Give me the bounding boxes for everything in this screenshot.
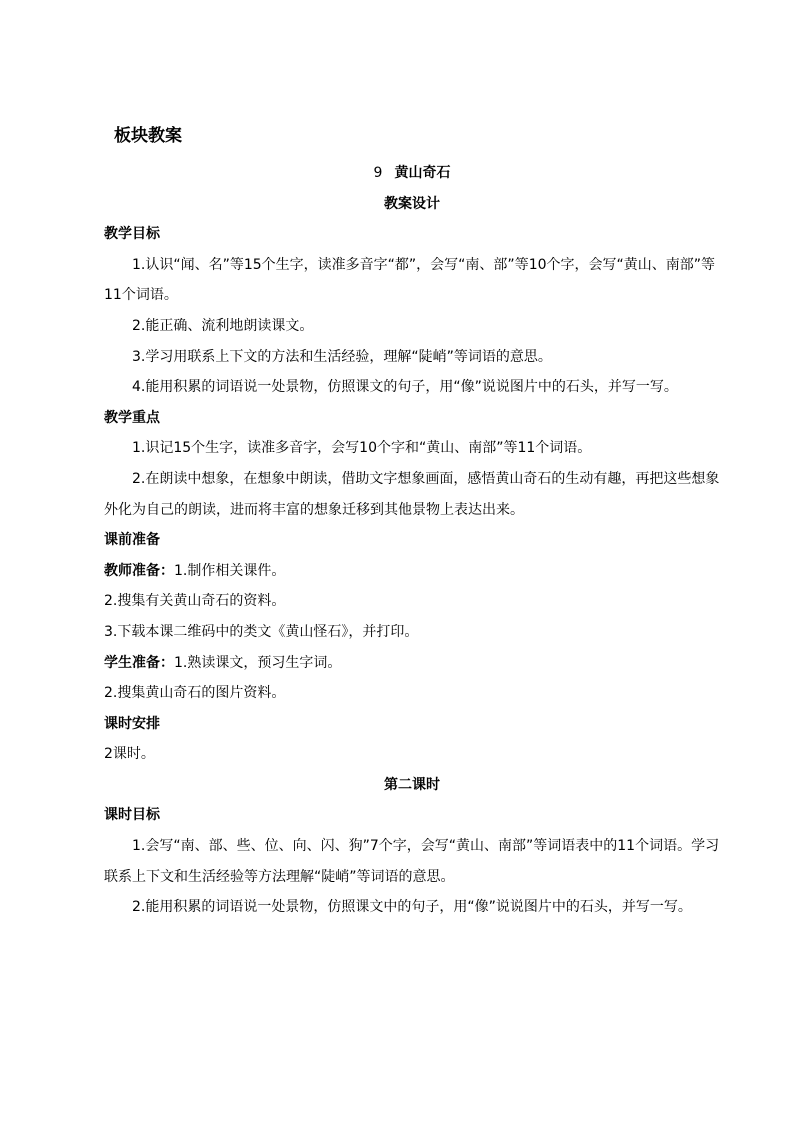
goal-item: 1.认识“闻、名”等15个生字，读准多音字“都”，会写“南、部”等10个字，会写“黄山、南部”等11个词语。 [104,256,716,304]
key-points-heading: 教学重点 [104,409,160,426]
teacher-prep-item: 2.搜集有关黄山奇石的资料。 [104,593,286,610]
lesson-plan-body [104,158,720,923]
section-label: 板块教案 [114,126,182,146]
preparation-heading: 课前准备 [104,532,160,549]
second-lesson-title: 第二课时 [384,776,440,793]
goals-heading: 教学目标 [104,226,160,243]
teacher-prep-label: 教师准备： [104,562,174,579]
lesson-title-line [104,158,720,189]
schedule-heading: 课时安排 [104,715,160,732]
goal-item: 2.能正确、流利地朗读课文。 [132,317,314,334]
student-prep-line [104,648,720,679]
key-point-item: 2.在朗读中想象，在想象中朗读，借助文字想象画面，感悟黄山奇石的生动有趣，再把这些想象外化为自己的朗读，进而将丰富的想象迁移到其他景物上表达出来。 [104,470,720,518]
student-prep-item: 2.搜集黄山奇石的图片资料。 [104,685,286,702]
student-prep-label: 学生准备： [104,654,174,671]
lesson-goals-heading: 课时目标 [104,807,160,824]
schedule-text: 2课时。 [104,746,155,763]
lesson-goal-item: 2.能用积累的词语说一处景物，仿照课文中的句子，用“像”说说图片中的石头，并写一写。 [132,899,692,916]
goal-item: 3.学习用联系上下文的方法和生活经验，理解“陡峭”等词语的意思。 [132,348,552,365]
key-point-item: 1.识记15个生字，读准多音字，会写10个字和“黄山、南部”等11个词语。 [132,440,592,457]
lesson-number: 9 [373,165,383,181]
student-prep-item: 1.熟读课文，预习生字词。 [174,654,342,671]
goal-item: 4.能用积累的词语说一处景物，仿照课文的句子，用“像”说说图片中的石头，并写一写。 [132,379,678,396]
teacher-prep-item: 1.制作相关课件。 [174,562,286,579]
teacher-prep-item: 3.下载本课二维码中的类文《黄山怪石》，并打印。 [104,623,419,640]
lesson-title: 黄山奇石 [394,165,451,181]
teacher-prep-line [104,556,720,587]
design-title: 教案设计 [384,195,440,212]
lesson-goal-item: 1.会写“南、部、些、位、向、闪、狗”7个字，会写“黄山、南部”等词语表中的11个词语。学习联系上下文和生活经验等方法理解“陡峭”等词语的意思。 [104,838,720,885]
